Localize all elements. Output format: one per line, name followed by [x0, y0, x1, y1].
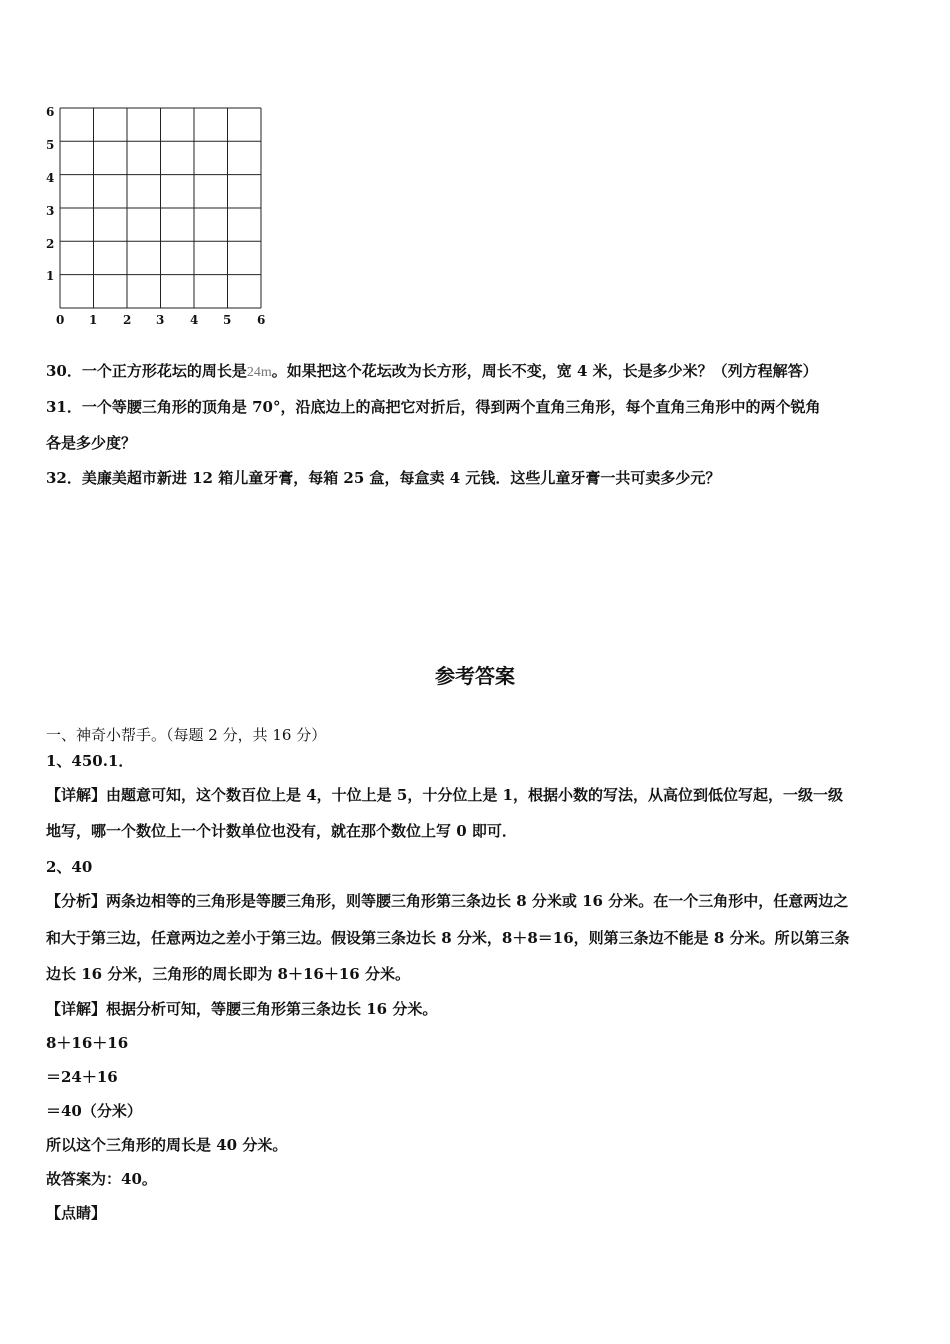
question-30-text-b: 。如果把这个花坛改为长方形，周长不变，宽 4 米，长是多少米？（列方程解答）: [271, 362, 818, 380]
y-tick-label: 2: [46, 237, 55, 251]
x-tick-label: 0: [56, 313, 65, 327]
x-tick-label: 5: [223, 313, 232, 327]
question-31-line-2: 各是多少度？: [46, 434, 137, 452]
answer-1-detail-line-1: 【详解】由题意可知，这个数百位上是 4，十位上是 5，十分位上是 1，根据小数的写法，从高位到低位写起，一级一级: [46, 786, 843, 804]
answer-1-detail-line-2: 地写，哪一个数位上一个计数单位也没有，就在那个数位上写 0 即可．: [46, 822, 517, 840]
question-30: [46, 360, 818, 381]
x-tick-label: 2: [123, 313, 132, 327]
answer-2-calc-line-1: 8＋16＋16: [46, 1034, 129, 1052]
y-tick-label: 4: [46, 171, 55, 185]
x-tick-label: 3: [156, 313, 165, 327]
question-31-line-1: 31．一个等腰三角形的顶角是 70°，沿底边上的高把它对折后，得到两个直角三角形，每个直角三角形中的两个锐角: [46, 398, 821, 416]
question-32: 32．美廉美超市新进 12 箱儿童牙膏，每箱 25 盒，每盒卖 4 元钱．这些儿童牙膏一共可卖多少元？: [46, 469, 721, 487]
x-tick-label: 6: [257, 313, 266, 327]
answer-2-analysis-line-3: 边长 16 分米，三角形的周长即为 8＋16＋16 分米。: [46, 965, 410, 983]
x-tick-label: 1: [89, 313, 98, 327]
answer-2-detail: 【详解】根据分析可知，等腰三角形第三条边长 16 分米。: [46, 1000, 438, 1018]
answer-1: 1、450.1．: [46, 752, 134, 770]
y-tick-label: 3: [46, 204, 55, 218]
y-tick-label: 1: [46, 269, 55, 283]
x-tick-label: 4: [190, 313, 199, 327]
answer-2: 2、40: [46, 858, 93, 876]
answers-section-1: 一、神奇小帮手。（每题 2 分，共 16 分）: [46, 726, 327, 744]
y-tick-label: 6: [46, 105, 55, 119]
y-tick-label: 5: [46, 138, 55, 152]
answer-2-analysis-line-2: 和大于第三边，任意两边之差小于第三边。假设第三条边长 8 分米，8＋8＝16，则第三条边不能是 8 分米。所以第三条: [46, 929, 850, 947]
answer-2-analysis-line-1: 【分析】两条边相等的三角形是等腰三角形，则等腰三角形第三条边长 8 分米或 16 分米。在一个三角形中，任意两边之: [46, 892, 849, 910]
answer-2-comment: 【点睛】: [46, 1204, 107, 1222]
answer-2-calc-line-2: ＝24＋16: [46, 1068, 118, 1086]
answers-title: 参考答案: [435, 664, 515, 688]
coordinate-grid: [40, 100, 280, 335]
question-30-unit: 24m: [246, 365, 272, 380]
answer-2-final: 故答案为：40。: [46, 1170, 157, 1188]
answer-2-calc-line-3: ＝40（分米）: [46, 1102, 142, 1120]
answer-2-conclusion: 所以这个三角形的周长是 40 分米。: [46, 1136, 288, 1154]
question-30-text-a: 30．一个正方形花坛的周长是: [46, 362, 247, 380]
